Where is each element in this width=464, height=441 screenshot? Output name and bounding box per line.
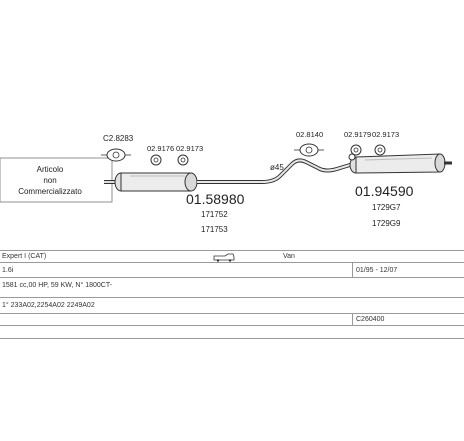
- front-silencer-ref2: 171753: [201, 225, 228, 234]
- clamp-mid-code: 02.8140: [296, 130, 324, 139]
- table-divider: [0, 297, 464, 298]
- table-divider: [0, 325, 464, 326]
- pipe-diameter: ø45: [270, 163, 284, 172]
- engine-notes: 1° 233A02,2254A02 2249A02: [2, 302, 95, 309]
- front-silencer: [115, 173, 197, 191]
- clamp-mid-icon: [294, 144, 324, 156]
- engine-spec: 1581 cc,00 HP, 59 KW, N° 1800CT-: [2, 282, 113, 289]
- van-icon: [213, 253, 235, 262]
- gasket-left-a-icon: [151, 155, 161, 165]
- table-divider: [0, 338, 464, 339]
- gasket-left-b-icon: [178, 155, 188, 165]
- rear-silencer-code: 01.94590: [355, 183, 414, 199]
- rear-silencer-ref2: 1729G9: [372, 219, 401, 228]
- mid-pipe-inner: [197, 160, 318, 182]
- table-divider: [0, 262, 464, 263]
- front-silencer-code: 01.58980: [186, 191, 245, 207]
- clamp-left-code: C2.8283: [103, 134, 134, 143]
- not-sold-label-line2: non: [43, 176, 57, 185]
- catalog-code: C260400: [356, 316, 385, 323]
- table-column-divider: [352, 313, 353, 325]
- table-divider: [0, 277, 464, 278]
- gasket-right-b-icon: [375, 145, 385, 155]
- rear-silencer-ref1: 1729G7: [372, 203, 401, 212]
- gasket-left-b-code: 02.9173: [176, 144, 204, 153]
- model-name: Expert I (CAT): [2, 253, 47, 260]
- vehicle-info-table: [0, 250, 464, 441]
- table-divider: [0, 250, 464, 251]
- gasket-left-a-code: 02.9176: [147, 144, 175, 153]
- not-sold-label-line3: Commercializzato: [18, 187, 82, 196]
- production-years: 01/95 - 12/07: [356, 267, 398, 274]
- table-column-divider: [352, 262, 353, 277]
- table-divider: [0, 313, 464, 314]
- front-silencer-ref1: 171752: [201, 210, 228, 219]
- gasket-right-a-code: 02.9179: [344, 130, 372, 139]
- rear-silencer: [350, 154, 445, 173]
- mid-pipe: [197, 160, 318, 182]
- engine: 1.6i: [2, 267, 14, 274]
- gasket-right-b-code: 02.9173: [372, 130, 400, 139]
- body-type: Van: [283, 253, 295, 260]
- not-sold-label-line1: Articolo: [36, 165, 64, 174]
- gasket-right-a-icon: [351, 145, 361, 155]
